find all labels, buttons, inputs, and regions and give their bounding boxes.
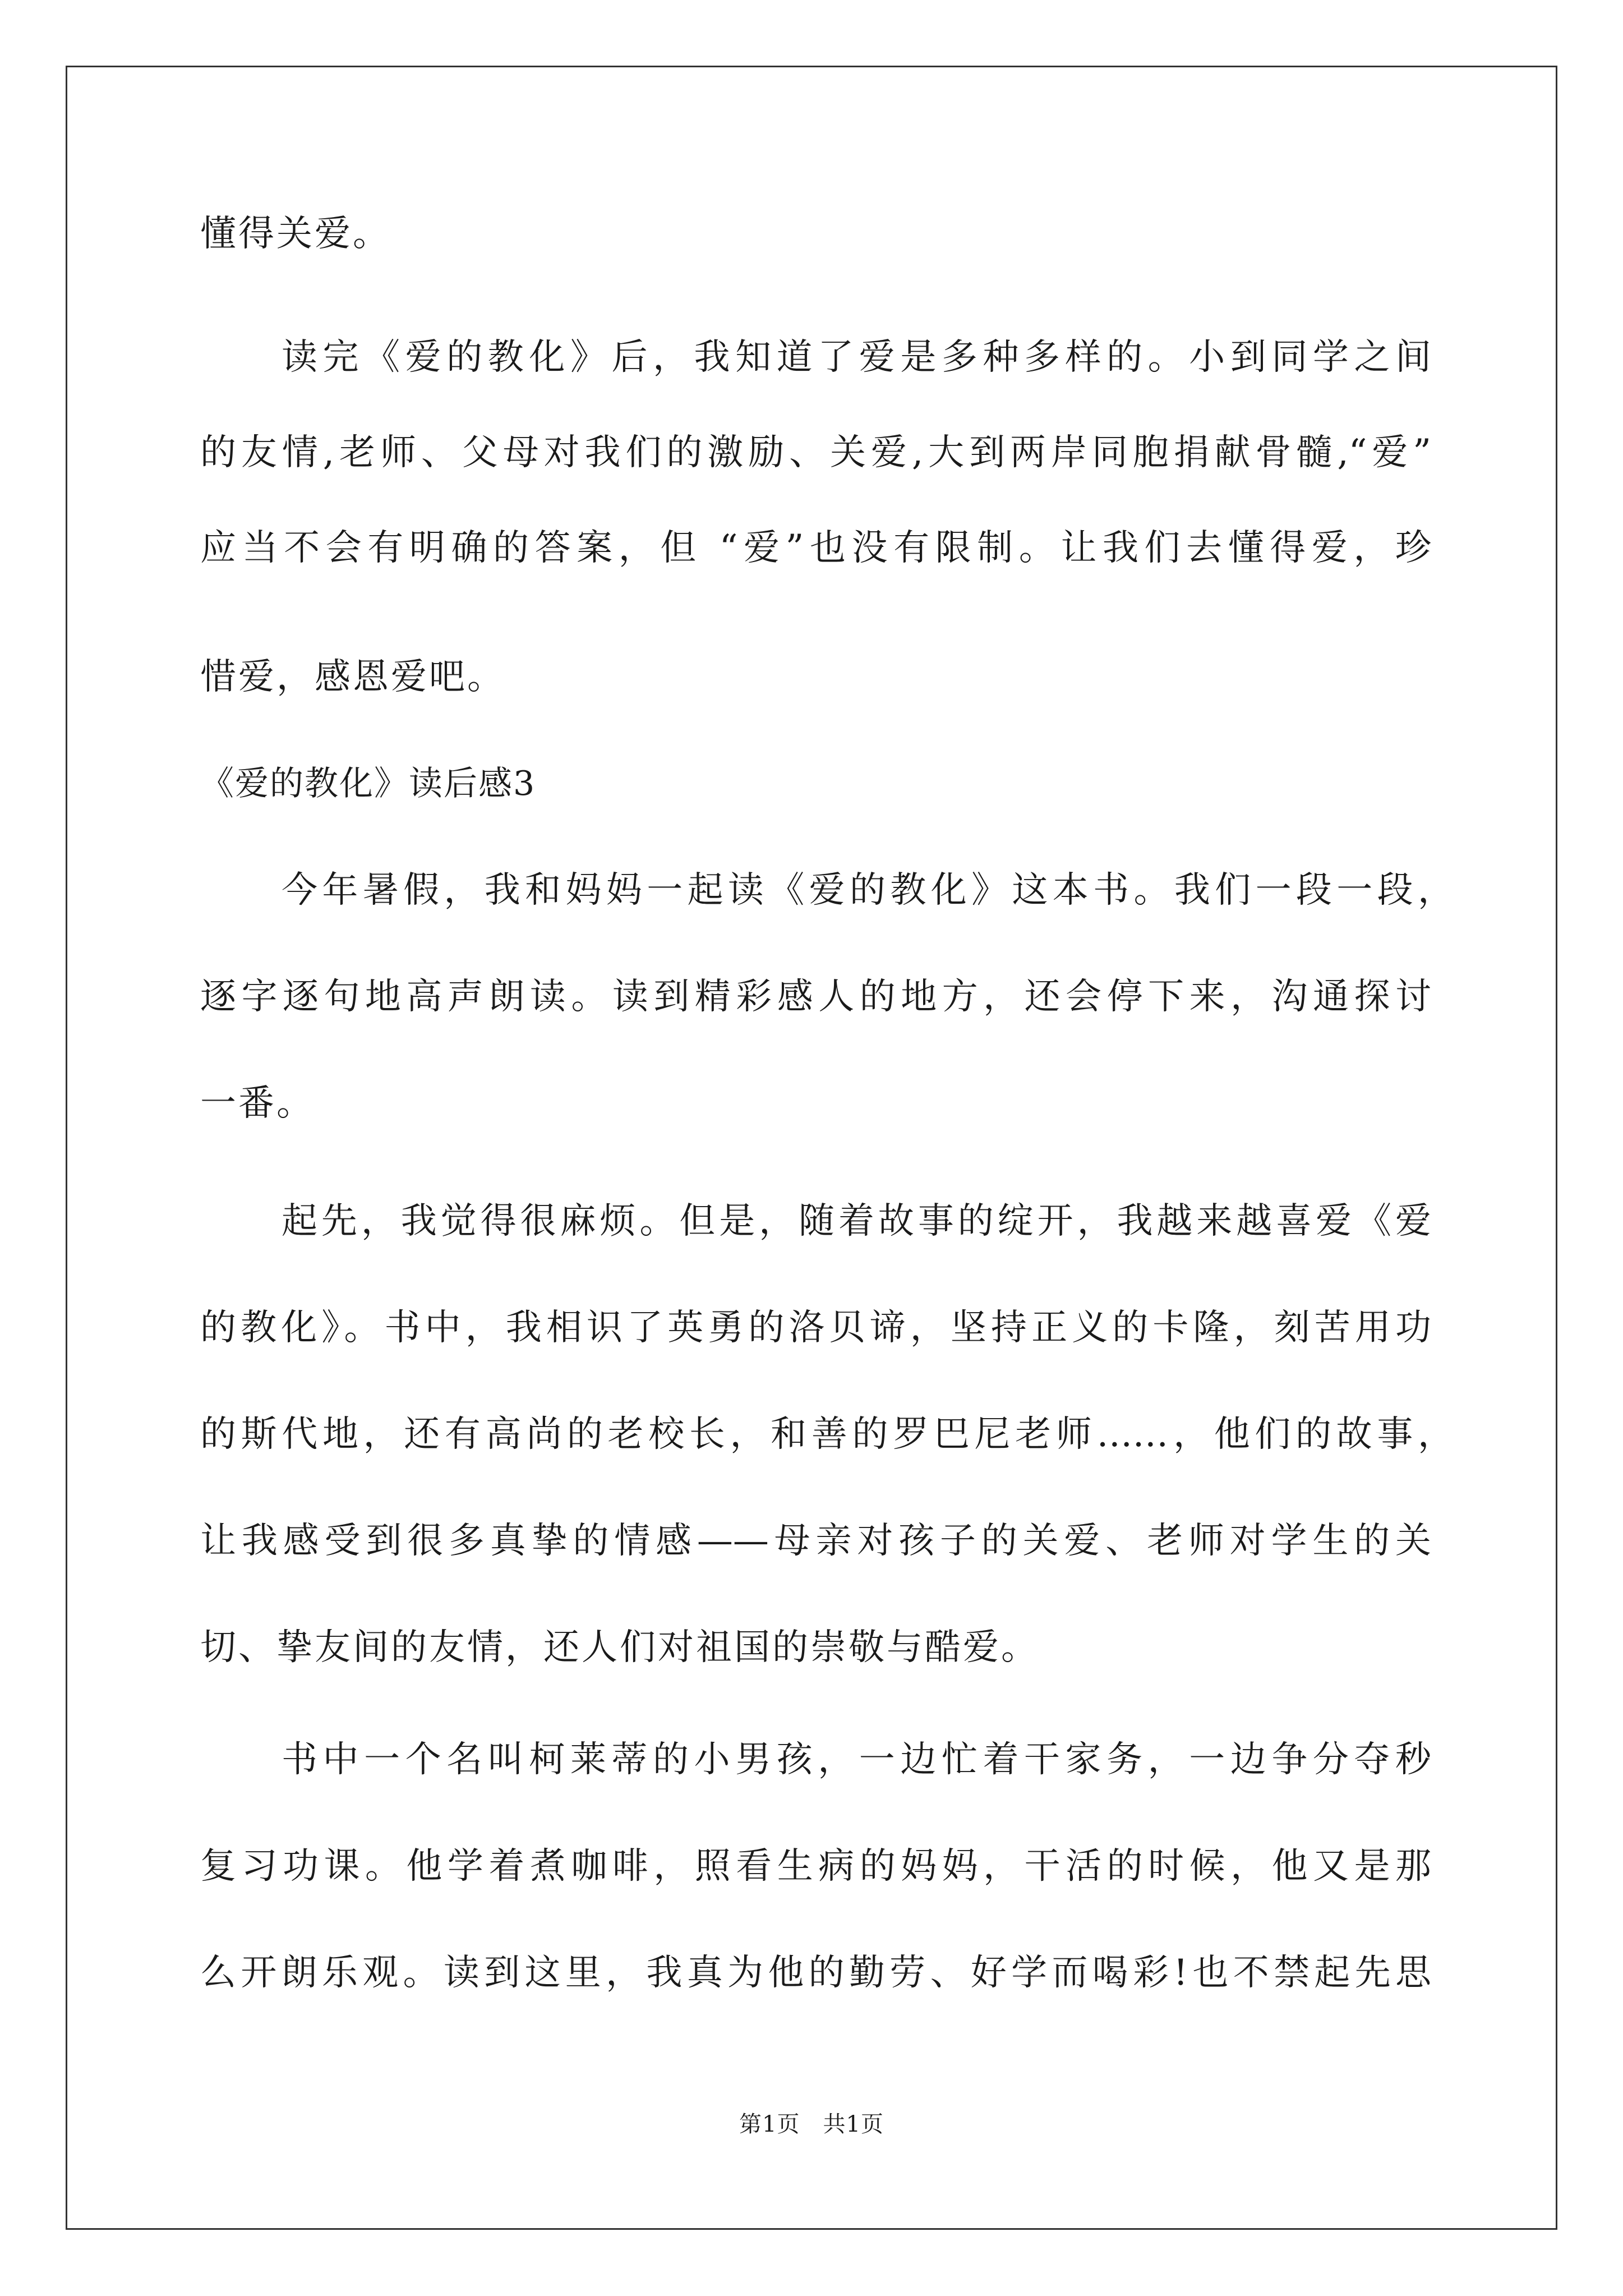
text-line: 懂得关爱。	[200, 213, 391, 255]
page-border	[66, 66, 1557, 2230]
paragraph-first-line: 读完《爱的教化》后，我知道了爱是多种多样的。小到同学之间	[282, 337, 1431, 378]
text-line: 的友情,老师、父母对我们的激励、关爱,大到两岸同胞捐献骨髓,“爱”	[200, 432, 1431, 473]
text-line: 逐字逐句地高声朗读。读到精彩感人的地方，还会停下来，沟通探讨	[200, 976, 1431, 1018]
page-number-footer: 第1页 共1页	[739, 2111, 884, 2137]
paragraph-first-line: 起先，我觉得很麻烦。但是，随着故事的绽开，我越来越喜爱《爱	[282, 1200, 1431, 1242]
text-line: 惜爱，感恩爱吧。	[200, 656, 505, 698]
text-line: 的教化》。书中，我相识了英勇的洛贝谛，坚持正义的卡隆，刻苦用功	[200, 1307, 1431, 1349]
text-line: 应当不会有明确的答案，但 “爱”也没有限制。让我们去懂得爱，珍	[200, 527, 1431, 569]
text-line: 让我感受到很多真挚的情感——母亲对孩子的关爱、老师对学生的关	[200, 1520, 1431, 1562]
text-line: 一番。	[200, 1083, 315, 1124]
text-line: 么开朗乐观。读到这里，我真为他的勤劳、好学而喝彩!也不禁起先思	[200, 1952, 1431, 1994]
section-heading: 《爱的教化》读后感3	[200, 764, 536, 803]
paragraph-first-line: 今年暑假，我和妈妈一起读《爱的教化》这本书。我们一段一段，	[282, 869, 1454, 911]
paragraph-first-line: 书中一个名叫柯莱蒂的小男孩，一边忙着干家务，一边争分夺秒	[282, 1739, 1431, 1780]
text-line: 的斯代地，还有高尚的老校长，和善的罗巴尼老师……，他们的故事，	[200, 1414, 1454, 1455]
text-line: 复习功课。他学着煮咖啡，照看生病的妈妈，干活的时候，他又是那	[200, 1846, 1431, 1887]
text-line: 切、挚友间的友情，还人们对祖国的崇敬与酷爱。	[200, 1627, 1039, 1668]
